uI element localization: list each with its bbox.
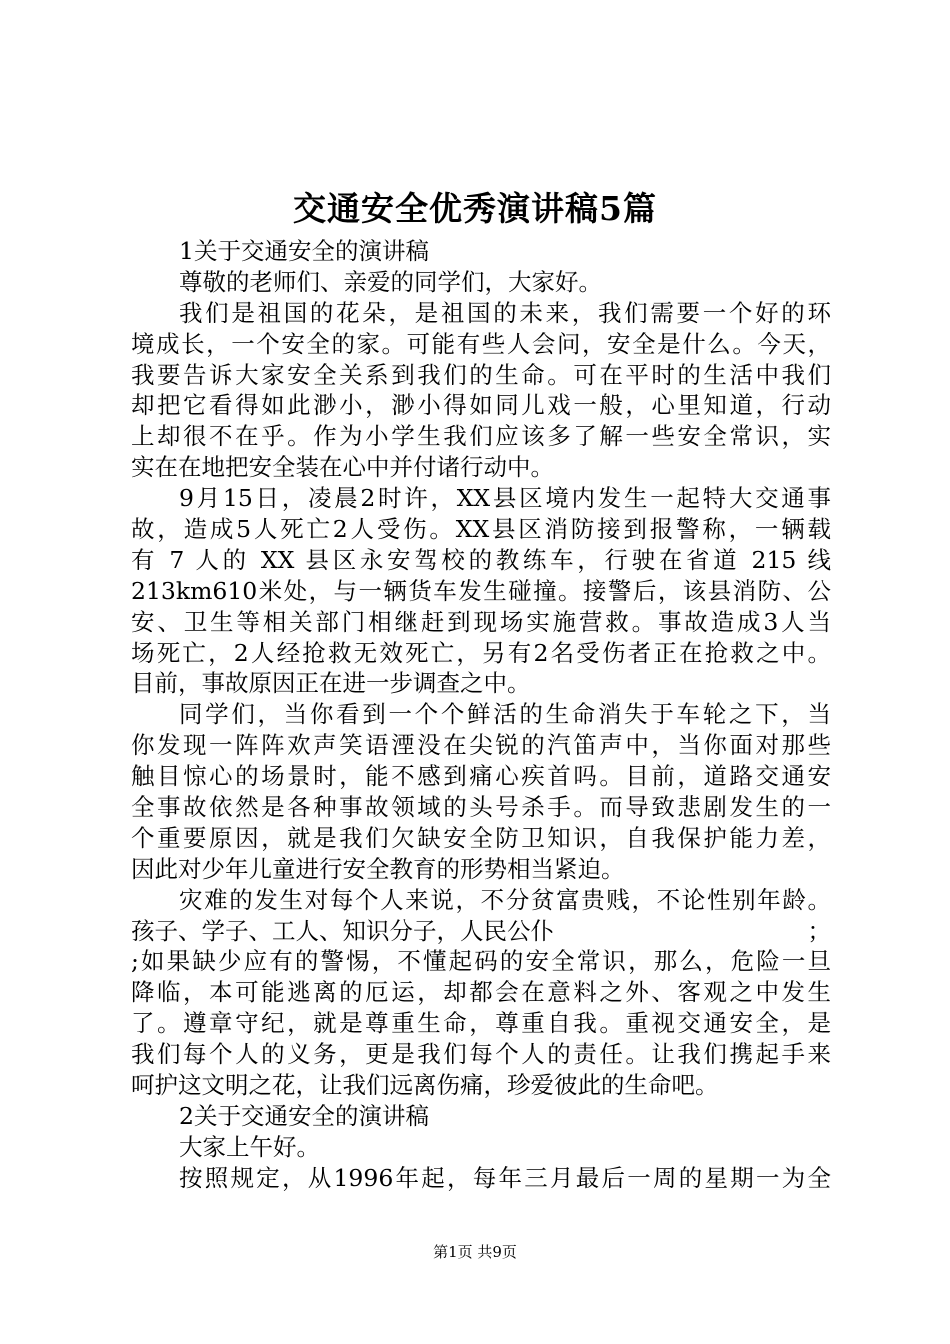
text-line: 上却很不在乎。作为小学生我们应该多了解一些安全常识，实 (131, 422, 831, 451)
text-line: 灾难的发生对每个人来说，不分贫富贵贱，不论性别年龄。 (179, 885, 831, 914)
text-line (131, 916, 831, 947)
text-line: 我们是祖国的花朵，是祖国的未来，我们需要一个好的环 (179, 298, 831, 327)
page-footer: 第1页 共9页 (433, 1243, 517, 1261)
text-line: 安、卫生等相关部门相继赶到现场实施营救。事故造成3人当 (131, 607, 831, 636)
text-line: 2关于交通安全的演讲稿 (179, 1101, 429, 1130)
text-line: 我要告诉大家安全关系到我们的生命。可在平时的生活中我们 (131, 360, 831, 389)
text-line: 9月15日，凌晨2时许，XX县区境内发生一起特大交通事 (179, 484, 831, 513)
text-line: 因此对少年儿童进行安全教育的形势相当紧迫。 (131, 854, 625, 883)
text-line: 按照规定，从1996年起，每年三月最后一周的星期一为全 (179, 1163, 831, 1192)
text-line: 你发现一阵阵欢声笑语湮没在尖锐的汽笛声中，当你面对那些 (131, 731, 831, 760)
text-line: 却把它看得如此渺小，渺小得如同儿戏一般，心里知道，行动 (131, 391, 831, 420)
text-line: 了。遵章守纪，就是尊重生命，尊重自我。重视交通安全，是 (131, 1009, 831, 1038)
text-line: 大家上午好。 (179, 1132, 320, 1161)
text-line: 全事故依然是各种事故领域的头号杀手。而导致悲剧发生的一 (131, 793, 831, 822)
text-line: 降临，本可能逃离的厄运，却都会在意料之外、客观之中发生 (131, 978, 831, 1007)
text-line: 个重要原因，就是我们欠缺安全防卫知识，自我保护能力差， (131, 823, 831, 852)
text-line-main: 孩子、学子、工人、知识分子，人民公仆 (131, 916, 554, 945)
text-line: 故，造成5人死亡2人受伤。XX县区消防接到报警称，一辆载 (131, 515, 831, 544)
text-line-trail: ； (807, 916, 831, 945)
document-body (131, 236, 831, 1194)
text-line: 同学们，当你看到一个个鲜活的生命消失于车轮之下，当 (179, 700, 831, 729)
text-line: 场死亡，2人经抢救无效死亡，另有2名受伤者正在抢救之中。 (131, 638, 831, 667)
text-line: 境成长，一个安全的家。可能有些人会问，安全是什么。今天， (131, 329, 831, 358)
text-line: 我们每个人的义务，更是我们每个人的责任。让我们携起手来 (131, 1040, 831, 1069)
text-line: 有 7 人的 XX 县区永安驾校的教练车，行驶在省道 215 线 (131, 545, 831, 574)
document-title: 交通安全优秀演讲稿5篇 (293, 189, 657, 228)
text-line: 呵护这文明之花，让我们远离伤痛，珍爱彼此的生命吧。 (131, 1071, 719, 1100)
text-line: 尊敬的老师们、亲爱的同学们，大家好。 (179, 267, 602, 296)
text-line: 目前，事故原因正在进一步调查之中。 (131, 669, 531, 698)
text-line: 触目惊心的场景时，能不感到痛心疾首吗。目前，道路交通安 (131, 762, 831, 791)
text-line: 1关于交通安全的演讲稿 (179, 237, 429, 265)
text-line: ;如果缺少应有的警惕，不懂起码的安全常识，那么，危险一旦 (131, 947, 831, 976)
text-line: 213km610米处，与一辆货车发生碰撞。接警后，该县消防、公 (131, 576, 831, 605)
text-line: 实在在地把安全装在心中并付诸行动中。 (131, 453, 554, 482)
